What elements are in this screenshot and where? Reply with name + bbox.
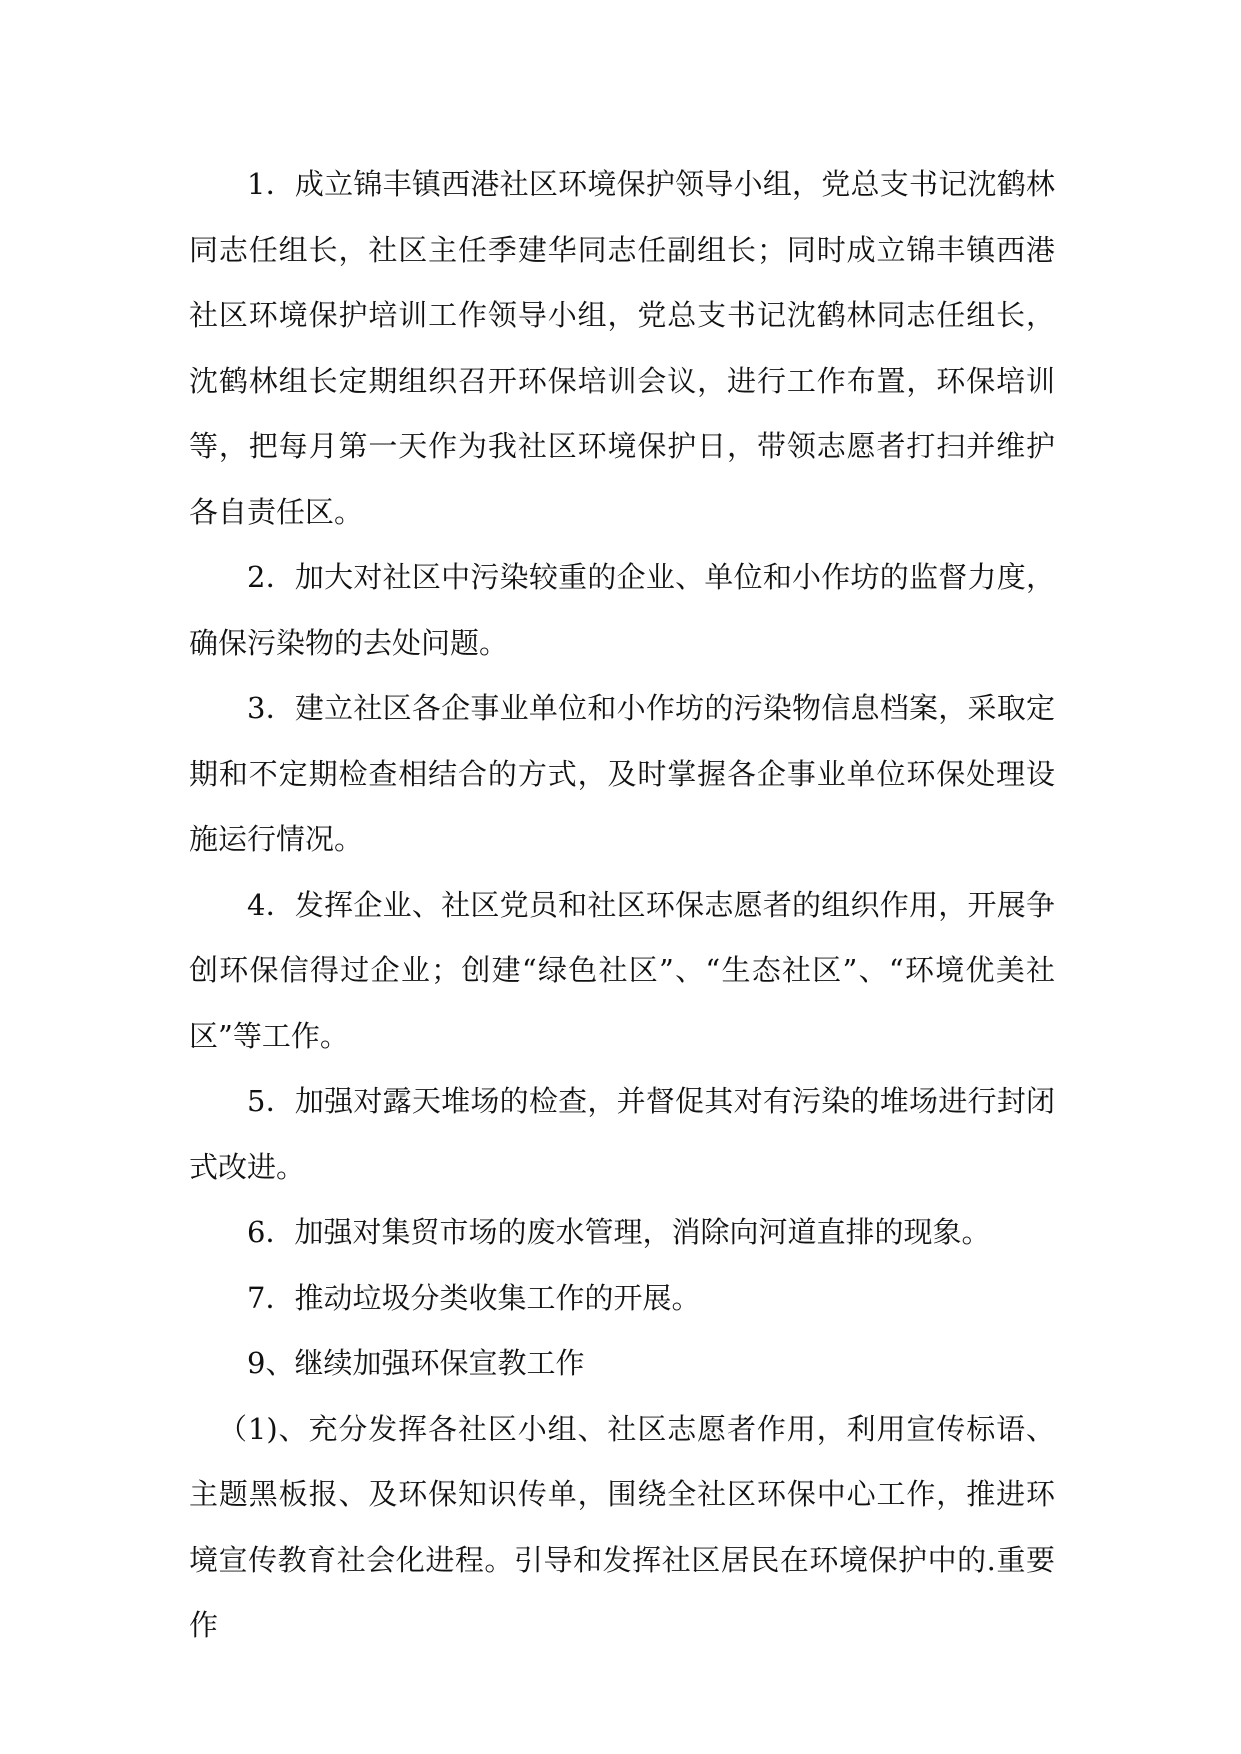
document-body [189,152,1055,1659]
paragraph-item-2: 2．加大对社区中污染较重的企业、单位和小作坊的监督力度，确保污染物的去处问题。 [189,560,1055,660]
paragraph-subitem-1: （1)、充分发挥各社区小组、社区志愿者作用，利用宣传标语、主题黑板报、及环保知识传单，围绕全社区环保中心工作，推进环境宣传教育社会化进程。引导和发挥社区居民在环境保护中的.重要作 [189,1411,1055,1642]
paragraph-item-3: 3．建立社区各企事业单位和小作坊的污染物信息档案，采取定期和不定期检查相结合的方式，及时掌握各企事业单位环保处理设施运行情况。 [189,691,1055,856]
paragraph-item-6: 6．加强对集贸市场的废水管理，消除向河道直排的现象。 [247,1215,991,1249]
paragraph-item-1: 1．成立锦丰镇西港社区环境保护领导小组，党总支书记沈鹤林同志任组长，社区主任季建华同志任副组长；同时成立锦丰镇西港社区环境保护培训工作领导小组，党总支书记沈鹤林同志任组长，沈鹤林组长定期组织召开环保培训会议，进行工作布置，环保培训等，把每月第一天作为我社区环境保护日，带领志愿者打扫并维护各自责任区。 [189,167,1055,529]
paragraph-item-4: 4．发挥企业、社区党员和社区环保志愿者的组织作用，开展争创环保信得过企业；创建“绿色社区”、“生态社区”、“环境优美社区”等工作。 [189,887,1055,1053]
paragraph-item-5: 5．加强对露天堆场的检查，并督促其对有污染的堆场进行封闭式改进。 [189,1084,1055,1184]
paragraph-item-7: 7．推动垃圾分类收集工作的开展。 [247,1280,701,1315]
section-heading-9: 9、继续加强环保宣教工作 [247,1346,585,1380]
